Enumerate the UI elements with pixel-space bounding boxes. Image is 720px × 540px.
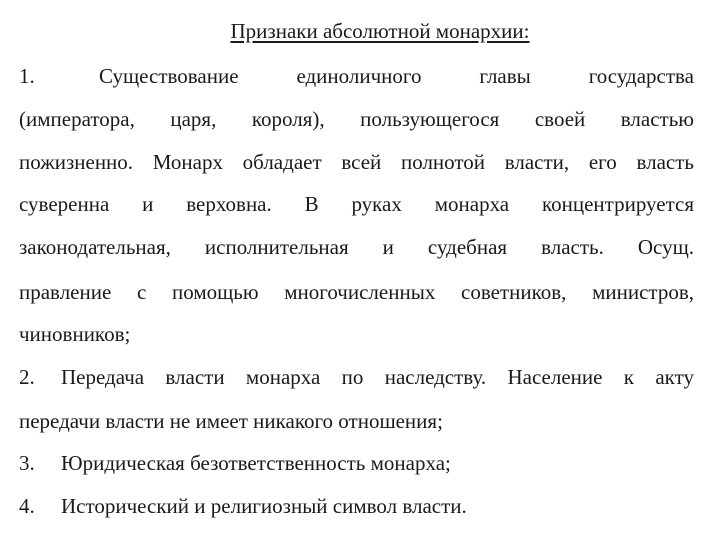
list-item-3-text-line-1: Юридическая безответственность монарха;: [61, 451, 451, 475]
list-item-2-line-2: передачи власти не имеет никакого отношения;: [19, 409, 443, 433]
list-item-1-line-7: чиновников;: [19, 322, 131, 346]
list-item-1-number: 1.: [19, 64, 35, 88]
list-item-1-line-1: [19, 61, 694, 91]
page-title: [0, 18, 720, 44]
list-item-1-line-6: правление с помощью многочисленных советников, министров,: [19, 280, 694, 304]
list-item-4-number: 4.: [19, 494, 35, 518]
list-item-3-line-1: [19, 448, 694, 478]
list-item-4-line-1: [19, 491, 694, 521]
list-item-2-text-line-1: Передача власти монарха по наследству. Население к акту: [61, 365, 694, 389]
list-item-4-text-line-1: Исторический и религиозный символ власти.: [61, 494, 467, 518]
list-item-2-line-1: [19, 362, 694, 392]
page-title-text: Признаки абсолютной монархии:: [230, 19, 530, 43]
list-item-1-line-5: законодательная, исполнительная и судебная власть. Осущ.: [19, 235, 694, 259]
list-item-3-number: 3.: [19, 451, 35, 475]
list-item-2-number: 2.: [19, 365, 35, 389]
list-item-1-line-4: суверенна и верховна. В руках монарха концентрируется: [19, 192, 694, 216]
list-item-1-line-2: (императора, царя, короля), пользующегося своей властью: [19, 107, 694, 131]
list-item-1-line-3: пожизненно. Монарх обладает всей полнотой власти, его власть: [19, 150, 694, 174]
list-item-1-text-line-1: Существование единоличного главы государства: [99, 64, 694, 88]
